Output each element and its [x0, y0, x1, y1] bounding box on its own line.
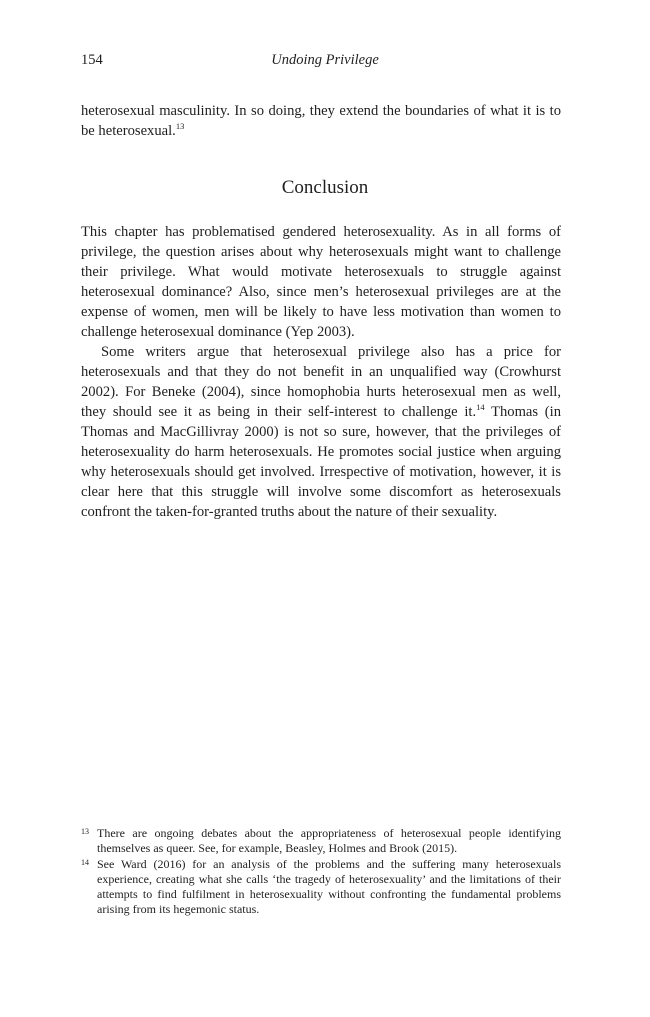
footnote-text: See Ward (2016) for an analysis of the problems and the suffering many heterosexuals experience, creating what she calls ‘the tragedy of heterosexuality’ and the limitations of their attempts to find fulfilment in heterosexuality without confronting the fundamental problems arising from its hegemonic status.: [97, 856, 561, 917]
footnote-ref-14[interactable]: 14: [476, 402, 485, 412]
footnote-number: 13: [81, 827, 89, 836]
footnote-14: [81, 857, 561, 918]
paragraph-text: Thomas (in Thomas and MacGillivray 2000) is not so sure, however, that the privileges of heterosexuality do harm heterosexuals. He promotes social justice when arguing why heterosexuals should get involved. Irrespective of motivation, however, it is clear here that this struggle will involve some discomfort as heterosexuals confront the taken-for-granted truths about the nature of their sexuality.: [81, 404, 561, 520]
footnote-number: 14: [81, 857, 89, 867]
footnote-text: There are ongoing debates about the appropriateness of heterosexual people identifying themselves as queer. See, for example, Beasley, Holmes and Brook (2015).: [97, 826, 561, 856]
continued-paragraph: [81, 101, 561, 141]
footnotes: [81, 826, 561, 918]
running-head: Undoing Privilege: [271, 52, 379, 68]
paragraph-text: Some writers argue that heterosexual privilege also has a price for heterosexuals and that they do not benefit in an unqualified way (Crowhurst 2002). For Beneke (2004), since homophobia hurts heterosexual men as well, they should see it as being in their self-interest to challenge it.: [81, 344, 561, 420]
page-number: 154: [81, 52, 103, 68]
paragraph-text: heterosexual masculinity. In so doing, they extend the boundaries of what it is to be heterosexual.: [81, 103, 561, 139]
conclusion-body: [81, 222, 561, 522]
conclusion-paragraph-2: [81, 342, 561, 522]
section-heading: Conclusion: [281, 177, 369, 198]
footnote-13: [81, 826, 561, 857]
conclusion-paragraph-1: This chapter has problematised gendered heterosexuality. As in all forms of privilege, the question arises about why heterosexuals might want to challenge their privilege. What would motivate heterosexuals to struggle against heterosexual dominance? Also, since men’s heterosexual privileges are at the expense of women, men will be likely to have less motivation than women to challenge heterosexual dominance (Yep 2003).: [81, 224, 561, 340]
footnote-ref-13[interactable]: 13: [175, 121, 185, 131]
